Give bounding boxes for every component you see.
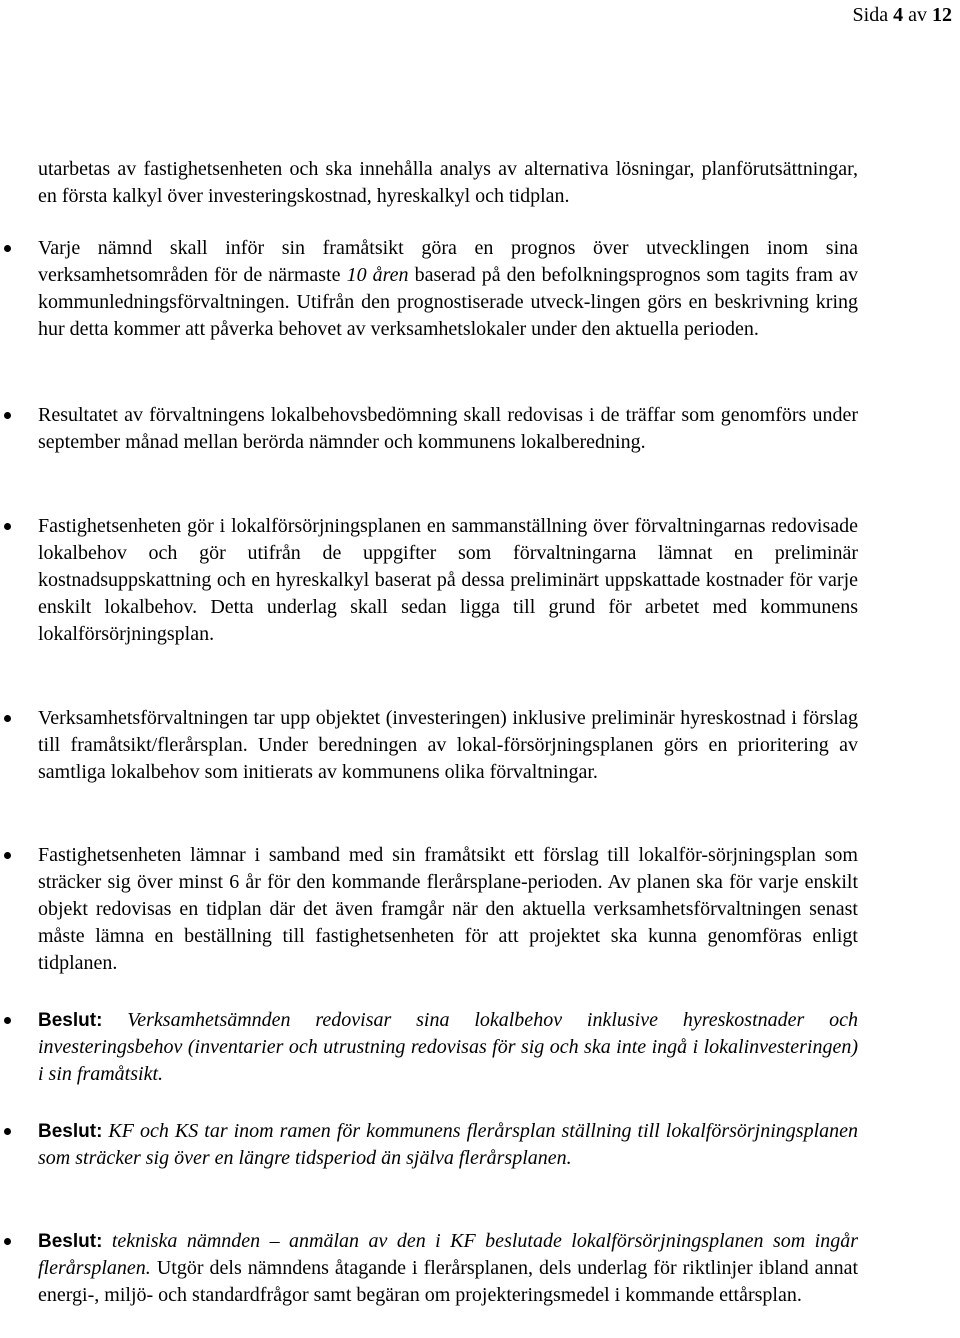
beslut-text: KF och KS tar inom ramen för kommunens flerårsplan ställning till lokalförsörjningsplanen som sträcker sig över en längre tidsperiod än själva flerårsplanen. xyxy=(38,1120,858,1169)
list-item-beslut-2 xyxy=(38,1118,858,1172)
intro-paragraph: utarbetas av fastighetsenheten och ska innehålla analys av alternativa lösningar, planförutsättningar, en första kalkyl över investeringskostnad, hyreskalkyl och tidplan. xyxy=(38,158,858,207)
list-item-resultat xyxy=(38,402,858,456)
page-prefix: Sida xyxy=(852,4,894,26)
bullet-icon xyxy=(4,1017,11,1024)
page-current: 4 xyxy=(893,4,904,26)
list-item-beslut-1 xyxy=(38,1007,858,1088)
bullet-text-cont: baserad på den befolkningsprognos som tagits fram av kommunledningsförvaltningen. Utifrån den prognostiserade utveck-lingen görs en beskrivning kring hur detta kommer att påverka behovet av verksamhetslokaler under den aktuella perioden. xyxy=(38,264,859,340)
beslut-text: Verksamhetsämnden redovisar sina lokalbehov inklusive hyreskostnader och investeringsbehov (inventarier och utrustning redovisas för sig och ska inte ingå i lokalinvesteringen) i sin framåtsikt. xyxy=(38,1009,858,1085)
bullet-text: Fastighetsenheten lämnar i samband med sin framåtsikt ett förslag till lokalför-sörjningsplan som sträcker sig över minst 6 år för den kommande flerårsplane-perioden. Av planen ska för varje enskilt objekt redovisas en tidplan där det även framgår när den aktuella verksamhetsförvaltningen senast måste lämna en beställning till fastighetsenheten för att projektet ska kunna genomföras enligt tidplanen. xyxy=(38,844,858,974)
beslut-text: tekniska nämnden – anmälan av den i KF beslutade lokalförsörjningsplanen som ingår flerårsplanen. xyxy=(38,1230,858,1279)
page-total: 12 xyxy=(932,4,952,26)
list-item-beslut-3 xyxy=(38,1228,858,1309)
bullet-icon xyxy=(4,245,11,252)
list-item-fastighetsenheten-sammanstallning xyxy=(38,513,858,648)
beslut-text-cont: Utgör dels nämndens åtagande i flerårsplanen, dels underlag för riktlinjer ibland annat energi-, miljö- och standardfrågor samt begäran om projekteringsmedel i kommande ettårsplan. xyxy=(38,1257,858,1306)
bullet-icon xyxy=(4,1128,11,1135)
bullet-italic: 10 åren xyxy=(346,264,409,286)
list-item-verksamhetsforvaltningen xyxy=(38,705,858,786)
beslut-label: Beslut: xyxy=(38,1010,103,1031)
bullet-icon xyxy=(4,412,11,419)
bullet-text: Verksamhetsförvaltningen tar upp objektet (investeringen) inklusive preliminär hyreskostnad i förslag till framåtsikt/flerårsplan. Under beredningen av lokal-försörjningsplanen görs en prioritering av samtliga lokalbehov som initierats av kommunens olika förvaltningar. xyxy=(38,707,858,783)
bullet-icon xyxy=(4,523,11,530)
bullet-icon xyxy=(4,852,11,859)
list-item-prognos xyxy=(38,235,858,343)
bullet-text: Varje nämnd skall inför sin framåtsikt göra en prognos över utvecklingen inom sina verksamhetsområden för de närmaste xyxy=(38,237,858,286)
beslut-label: Beslut: xyxy=(38,1231,103,1252)
page-number-header xyxy=(853,0,952,30)
bullet-icon xyxy=(4,1238,11,1245)
list-item-fastighetsenheten-forslag xyxy=(38,842,858,977)
bullet-icon xyxy=(4,715,11,722)
bullet-text: Resultatet av förvaltningens lokalbehovsbedömning skall redovisas i de träffar som genomförs under september månad mellan berörda nämnder och kommunens lokalberedning. xyxy=(38,404,858,453)
beslut-label: Beslut: xyxy=(38,1121,103,1142)
page-mid: av xyxy=(903,4,932,26)
bullet-text: Fastighetsenheten gör i lokalförsörjningsplanen en sammanställning över förvaltningarnas redovisade lokalbehov och gör utifrån de uppgifter som förvaltningarna lämnat en preliminär kostnadsuppskattning och en hyreskalkyl baserat på dessa preliminärt uppskattade kostnader för varje enskilt lokalbehov. Detta underlag skall sedan ligga till grund för arbetet med kommunens lokalförsörjningsplan. xyxy=(38,515,858,645)
